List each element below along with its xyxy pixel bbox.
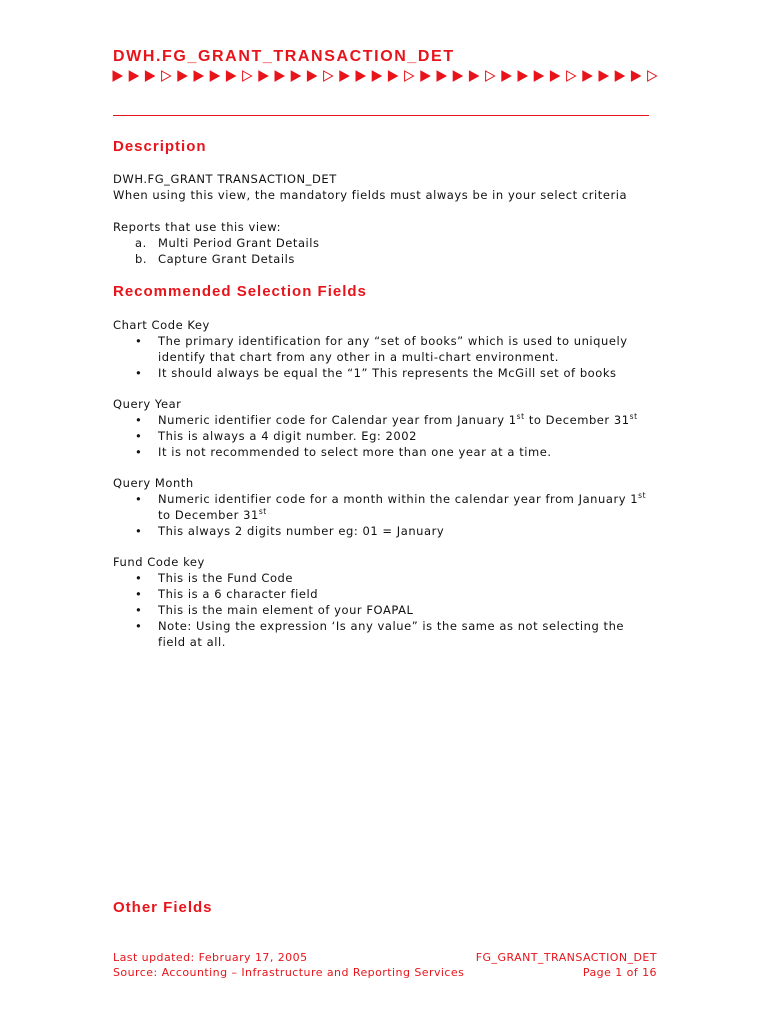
title-divider [113,115,649,116]
report-item-marker-b: b. [135,252,148,266]
arrow-decoration [112,70,662,82]
chart-code-bullet-1-line-2: identify that chart from any other in a multi-chart environment. [158,350,559,364]
description-heading: Description [113,138,207,155]
arrow-mark [162,71,171,81]
arrow-mark [518,71,527,81]
arrow-mark [437,71,446,81]
query-year-bullet-3: It is not recommended to select more than one year at a time. [158,445,552,459]
arrow-mark [550,71,559,81]
bullet: • [135,492,142,506]
report-item-a: Multi Period Grant Details [158,236,320,250]
reports-label: Reports that use this view: [113,220,282,234]
arrow-mark [388,71,397,81]
arrow-mark [372,71,381,81]
arrow-mark [324,71,333,81]
bullet: • [135,366,142,380]
arrow-mark [307,71,316,81]
chart-code-bullet-1-line-1: The primary identification for any “set of books” which is used to uniquely [158,334,628,348]
arrow-mark [259,71,268,81]
bullet: • [135,334,142,348]
arrow-mark [129,71,138,81]
report-item-b: Capture Grant Details [158,252,295,266]
query-month-bullet-2: This always 2 digits number eg: 01 = January [158,524,445,538]
bullet: • [135,571,142,585]
bullet: • [135,429,142,443]
bullet: • [135,587,142,601]
query-month-bullet-1-line-1: Numeric identifier code for a month within the calendar year from January 1st [158,491,647,506]
fund-code-bullet-1: This is the Fund Code [158,571,294,585]
footer-doc-name: FG_GRANT_TRANSACTION_DET [475,951,657,964]
fund-code-bullet-4-line-2: field at all. [158,635,226,649]
footer-page-number: Page 1 of 16 [582,966,657,979]
query-year-bullet-2: This is always a 4 digit number. Eg: 2002 [158,429,418,443]
arrow-mark [194,71,203,81]
bullet: • [135,413,142,427]
footer-source: Source: Accounting – Infrastructure and Reporting Services [113,966,465,979]
arrow-mark [210,71,219,81]
arrow-mark [113,71,122,81]
arrow-mark [453,71,462,81]
footer-last-updated: Last updated: February 17, 2005 [113,951,308,964]
arrow-mark [615,71,624,81]
page-title: DWH.FG_GRANT_TRANSACTION_DET [113,48,455,65]
arrow-mark [243,71,252,81]
arrow-mark [469,71,478,81]
arrow-mark [405,71,414,81]
arrow-mark [502,71,511,81]
query-year-label: Query Year [113,397,182,411]
arrow-mark [145,71,154,81]
description-line-2: When using this view, the mandatory fields must always be in your select criteria [113,188,628,202]
arrow-mark [340,71,349,81]
query-year-bullet-1: Numeric identifier code for Calendar year from January 1st to December 31st [158,412,638,427]
bullet: • [135,603,142,617]
bullet: • [135,524,142,538]
bullet: • [135,619,142,633]
chart-code-label: Chart Code Key [113,318,210,332]
recommended-heading: Recommended Selection Fields [113,283,367,300]
arrow-mark [583,71,592,81]
description-line-1: DWH.FG_GRANT TRANSACTION_DET [113,172,337,186]
chart-code-bullet-2: It should always be equal the “1” This represents the McGill set of books [158,366,617,380]
bullet: • [135,445,142,459]
fund-code-label: Fund Code key [113,555,205,569]
arrow-mark [567,71,576,81]
arrow-mark [356,71,365,81]
fund-code-bullet-2: This is a 6 character field [158,587,319,601]
arrow-mark [226,71,235,81]
arrow-mark [178,71,187,81]
query-month-bullet-1-line-2: to December 31st [158,507,267,522]
report-item-marker-a: a. [135,236,147,250]
arrow-mark [648,71,657,81]
arrow-mark [534,71,543,81]
fund-code-bullet-4-line-1: Note: Using the expression ‘Is any value” is the same as not selecting the [158,619,625,633]
arrow-mark [291,71,300,81]
arrow-mark [631,71,640,81]
arrow-mark [486,71,495,81]
other-fields-heading: Other Fields [113,899,213,916]
arrow-mark [599,71,608,81]
fund-code-bullet-3: This is the main element of your FOAPAL [158,603,414,617]
query-month-label: Query Month [113,476,194,490]
arrow-mark [275,71,284,81]
arrow-mark [421,71,430,81]
